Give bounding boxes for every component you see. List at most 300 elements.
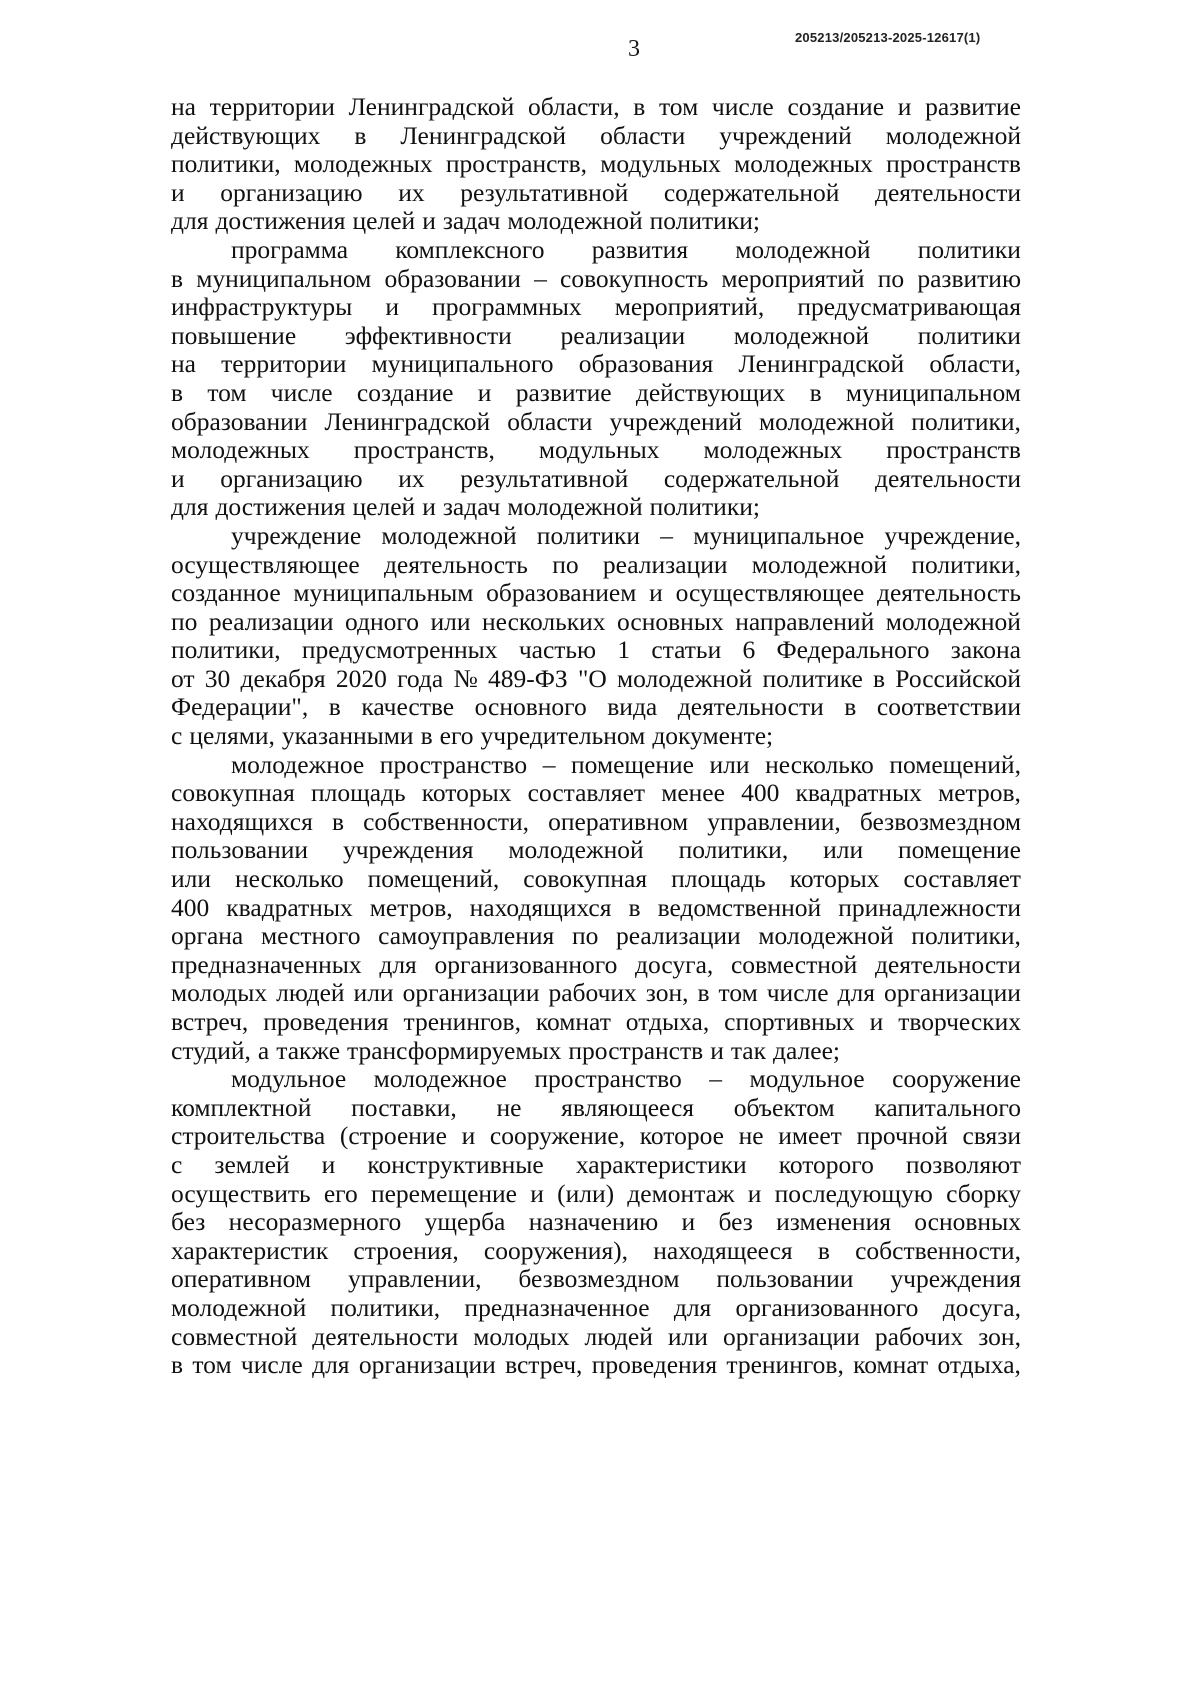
- word: с: [171, 721, 183, 751]
- word: сооружения),: [483, 1235, 629, 1265]
- word: на: [171, 349, 196, 379]
- word: предназначенное: [464, 1292, 650, 1322]
- word: деятельности: [312, 1321, 459, 1351]
- word: молодежной: [751, 549, 888, 579]
- word: политики,: [330, 1292, 441, 1322]
- word: результативной: [460, 463, 629, 493]
- word: площадь: [310, 778, 406, 808]
- word: политики,: [171, 635, 281, 665]
- word: собственности,: [855, 1235, 1021, 1265]
- text-line: [171, 1237, 1021, 1266]
- word: изменения: [776, 1207, 891, 1237]
- word: политики;: [649, 206, 760, 236]
- word: отдыха,: [625, 1007, 710, 1036]
- word: мероприятий,: [614, 292, 765, 322]
- text-line: [171, 722, 1021, 751]
- word: комнат: [535, 1007, 611, 1036]
- word: молодых: [171, 978, 268, 1008]
- word: поставки,: [351, 1092, 457, 1122]
- word: Российской: [895, 663, 1021, 693]
- word: организации: [883, 978, 1021, 1008]
- word: проведения: [263, 1007, 389, 1036]
- word: или: [667, 1321, 708, 1351]
- word: для: [171, 206, 209, 236]
- word: и: [422, 492, 436, 522]
- word: в: [873, 663, 886, 693]
- word: несколько: [765, 749, 874, 779]
- word: муниципальном: [845, 377, 1021, 407]
- word: рабочих: [874, 1321, 964, 1351]
- word: далее;: [773, 1035, 840, 1065]
- word: основных: [617, 606, 724, 636]
- word: в: [420, 721, 433, 751]
- word: ведомственной: [657, 892, 822, 922]
- word: молодежной: [507, 206, 643, 236]
- word: которых: [789, 864, 880, 894]
- word: молодежной: [735, 234, 871, 264]
- word: деятельность: [876, 578, 1021, 608]
- word: деятельности: [874, 949, 1021, 979]
- word: пространств: [886, 149, 1021, 179]
- word: области: [507, 406, 593, 436]
- word: характеристики: [575, 1149, 747, 1179]
- word: 1: [617, 635, 631, 665]
- word: программа: [231, 234, 349, 264]
- word: одного: [345, 606, 419, 636]
- word: года: [397, 663, 444, 693]
- word: области: [600, 120, 686, 150]
- word: "О: [577, 663, 607, 693]
- word: находящихся: [171, 806, 313, 836]
- word: на: [171, 92, 196, 121]
- text-line: [171, 408, 1021, 437]
- word: в: [328, 692, 341, 722]
- word: статьи: [651, 635, 722, 665]
- word: деятельности: [875, 463, 1021, 493]
- word: зон,: [645, 978, 689, 1008]
- word: строения,: [353, 1235, 459, 1265]
- word: молодежное: [231, 749, 365, 779]
- word: муниципальном: [196, 263, 372, 293]
- word: инфраструктуры: [171, 292, 353, 322]
- word: а: [257, 1035, 270, 1065]
- word: числе: [711, 92, 774, 121]
- word: организованного: [735, 1292, 919, 1322]
- word: не: [738, 1121, 764, 1151]
- word: помещение: [571, 749, 694, 779]
- word: предусмотренных: [301, 635, 498, 665]
- word: молодежной: [733, 320, 870, 350]
- word: или: [709, 749, 750, 779]
- word: вида: [607, 692, 658, 722]
- text-line: [171, 751, 1021, 780]
- word: Ленинградской: [348, 92, 515, 121]
- text-line: [171, 522, 1021, 551]
- word: студий,: [171, 1035, 251, 1065]
- word: 6: [742, 635, 756, 665]
- word: Ленинградской: [324, 406, 491, 436]
- word: трансформируемых: [347, 1035, 562, 1065]
- word: в: [354, 120, 367, 150]
- paragraph-uchrezhdenie: [171, 522, 1021, 751]
- word: том: [192, 1350, 232, 1380]
- text-line: [171, 894, 1021, 923]
- word: управлении,: [707, 806, 841, 836]
- text-line: [171, 93, 1021, 122]
- paragraph-programma: [171, 236, 1021, 522]
- word: политики: [917, 234, 1021, 264]
- word: совокупная: [171, 778, 295, 808]
- word: 489-ФЗ: [488, 663, 568, 693]
- word: документе;: [652, 721, 774, 751]
- word: осуществляющее: [675, 578, 865, 608]
- text-line: [171, 665, 1021, 694]
- word: в: [817, 1235, 830, 1265]
- word: от: [171, 663, 195, 693]
- text-line: [171, 265, 1021, 294]
- word: молодежных: [734, 149, 873, 179]
- word: и: [461, 1121, 476, 1151]
- word: 400: [171, 892, 210, 922]
- word: характеристик: [171, 1235, 329, 1265]
- word: организацию: [220, 177, 363, 207]
- word: в: [171, 377, 184, 407]
- word: Ленинградской: [400, 120, 567, 150]
- text-line: [171, 1265, 1021, 1294]
- word: его: [323, 1178, 358, 1208]
- word: учреждения: [342, 835, 474, 865]
- word: и: [869, 1007, 884, 1036]
- word: –: [542, 749, 556, 779]
- word: тренингов,: [726, 1350, 844, 1380]
- word: реализации: [208, 606, 334, 636]
- word: политики,: [678, 835, 789, 865]
- word: для: [312, 1350, 350, 1380]
- word: или: [430, 606, 471, 636]
- text-line: [171, 922, 1021, 951]
- word: реализации: [560, 320, 686, 350]
- word: осуществляющее: [171, 549, 360, 579]
- word: соответствии: [876, 692, 1021, 722]
- word: целей: [352, 492, 416, 522]
- paragraph-molodezhnoe-prostranstvo: [171, 751, 1021, 1066]
- word: реализации: [602, 549, 728, 579]
- text-line: [171, 493, 1021, 522]
- word: являющееся: [561, 1092, 695, 1122]
- text-line: [171, 979, 1021, 1008]
- word: в: [331, 806, 344, 836]
- document-id: 205213/205213-2025-12617(1): [795, 30, 981, 45]
- text-line: [171, 350, 1021, 379]
- word: несоразмерного: [228, 1207, 402, 1237]
- word: творческих: [898, 1007, 1021, 1036]
- word: органа: [171, 921, 244, 951]
- word: пространство: [379, 749, 528, 779]
- word: и: [530, 1178, 544, 1208]
- word: молодежное: [373, 1064, 507, 1094]
- word: молодежных: [293, 149, 433, 179]
- word: в: [171, 1350, 184, 1380]
- word: находящееся: [653, 1235, 793, 1265]
- word: организации: [358, 1350, 496, 1380]
- text-line: [171, 579, 1021, 608]
- word: в: [633, 92, 646, 121]
- word: числе: [270, 377, 333, 407]
- word: встреч,: [171, 1007, 249, 1036]
- word: молодежной: [381, 520, 517, 550]
- text-line: [171, 122, 1021, 151]
- word: квадратных: [226, 892, 353, 922]
- word: объектом: [733, 1092, 835, 1122]
- word: созданное: [171, 578, 281, 608]
- word: которого: [778, 1149, 874, 1179]
- word: и: [897, 92, 912, 121]
- word: совместной: [171, 1321, 298, 1351]
- word: тренингов,: [403, 1007, 521, 1036]
- word: и: [385, 292, 400, 322]
- text-line: [171, 436, 1021, 465]
- word: молодежной: [171, 1292, 307, 1322]
- word: том: [659, 92, 699, 121]
- text-line: [171, 1351, 1021, 1380]
- word: том: [718, 978, 758, 1008]
- word: молодежных: [703, 435, 843, 465]
- word: рабочих: [548, 978, 637, 1008]
- word: пользовании: [716, 1264, 854, 1294]
- word: молодых: [473, 1321, 570, 1351]
- word: совокупность: [560, 263, 709, 293]
- word: в: [171, 263, 184, 293]
- word: молодежной: [617, 663, 753, 693]
- word: так: [730, 1035, 767, 1065]
- text-line: [171, 1008, 1021, 1037]
- word: модульных: [600, 149, 721, 179]
- word: местного: [260, 921, 361, 951]
- word: реализации: [616, 921, 741, 951]
- text-line: [171, 1122, 1021, 1151]
- word: для: [673, 1292, 712, 1322]
- text-line: [171, 1294, 1021, 1323]
- word: осуществить: [171, 1178, 311, 1208]
- word: деятельность: [383, 549, 528, 579]
- word: их: [398, 463, 425, 493]
- word: позволяют: [905, 1149, 1021, 1179]
- word: которых: [421, 778, 512, 808]
- word: учреждений: [609, 406, 742, 436]
- word: развитие: [925, 92, 1021, 121]
- word: или: [171, 864, 212, 894]
- word: модульных: [538, 435, 660, 465]
- word: для: [379, 949, 417, 979]
- text-line: [171, 1208, 1021, 1237]
- word: и: [321, 1149, 336, 1179]
- word: совокупная: [523, 864, 648, 894]
- word: людей: [584, 1321, 653, 1351]
- word: капитального: [874, 1092, 1021, 1122]
- word: прочной: [856, 1121, 948, 1151]
- text-line: [171, 693, 1021, 722]
- word: 30: [204, 663, 231, 693]
- word: действующих: [171, 120, 321, 150]
- word: зон,: [978, 1321, 1021, 1351]
- word: организации: [402, 978, 540, 1008]
- word: пространств: [568, 1035, 704, 1065]
- word: в: [628, 892, 641, 922]
- word: указанными: [281, 721, 414, 751]
- word: также: [276, 1035, 341, 1065]
- word: числе: [240, 1350, 303, 1380]
- word: помещений,: [889, 749, 1021, 779]
- word: комплексного: [395, 234, 545, 264]
- word: молодежной: [758, 921, 894, 951]
- word: направлений: [735, 606, 875, 636]
- word: предусматривающая: [797, 292, 1021, 322]
- text-line: [171, 322, 1021, 351]
- word: частью: [518, 635, 597, 665]
- word: деятельности: [677, 692, 824, 722]
- word: модульное: [749, 1064, 865, 1094]
- text-line: [171, 951, 1021, 980]
- word: территории: [209, 92, 335, 121]
- word: задач: [442, 492, 501, 522]
- word: области,: [929, 349, 1021, 379]
- word: политики;: [649, 492, 760, 522]
- text-line: [171, 636, 1021, 665]
- word: результативной: [460, 177, 629, 207]
- word: или: [823, 835, 864, 865]
- word: помещений,: [367, 864, 500, 894]
- word: сооружение: [892, 1064, 1021, 1094]
- text-line: [171, 207, 1021, 236]
- word: Федерального: [776, 635, 930, 665]
- word: образования: [578, 349, 714, 379]
- word: –: [660, 520, 673, 550]
- word: предназначенных: [171, 949, 362, 979]
- word: мероприятий: [721, 263, 865, 293]
- word: помещение: [898, 835, 1021, 865]
- text-line: [171, 236, 1021, 265]
- word: и: [747, 1178, 762, 1208]
- word: политики,: [911, 549, 1021, 579]
- word: молодежных: [171, 435, 310, 465]
- word: собственности,: [363, 806, 529, 836]
- word: управлении,: [347, 1264, 482, 1294]
- word: менее: [661, 778, 725, 808]
- word: развития: [591, 234, 689, 264]
- word: учреждений: [719, 120, 852, 150]
- word: принадлежности: [838, 892, 1021, 922]
- document-body: [171, 93, 1021, 1380]
- word: программных: [432, 292, 582, 322]
- word: имеет: [778, 1121, 842, 1151]
- word: молодежной: [885, 120, 1021, 150]
- word: повышение: [171, 320, 297, 350]
- word: целями,: [189, 721, 275, 751]
- word: несколько: [235, 864, 344, 894]
- word: его: [439, 721, 474, 751]
- word: развитию: [917, 263, 1021, 293]
- word: №: [453, 663, 478, 693]
- word: назначению: [528, 1207, 659, 1237]
- word: или: [353, 978, 394, 1008]
- word: оперативном: [548, 806, 689, 836]
- page-number: 3: [628, 36, 640, 62]
- word: молодежной: [507, 492, 643, 522]
- word: конструктивные: [367, 1149, 544, 1179]
- word: создание: [787, 92, 885, 121]
- word: действующих: [635, 377, 786, 407]
- word: политики: [536, 520, 641, 550]
- word: составляет: [527, 778, 646, 808]
- word: учреждение,: [884, 520, 1021, 550]
- text-line: [171, 293, 1021, 322]
- word: образовании: [384, 263, 521, 293]
- word: самоуправления: [378, 921, 555, 951]
- word: безвозмездном: [518, 1264, 680, 1294]
- word: политики: [917, 320, 1021, 350]
- text-line: [171, 150, 1021, 179]
- word: пользовании: [171, 835, 309, 865]
- word: развитие: [515, 377, 612, 407]
- word: Ленинградской: [738, 349, 905, 379]
- word: содержательной: [663, 177, 840, 207]
- word: (или): [557, 1178, 615, 1208]
- word: 400: [741, 778, 780, 808]
- word: последующую: [774, 1178, 933, 1208]
- word: и: [477, 377, 492, 407]
- word: и: [649, 578, 663, 608]
- text-line: [171, 865, 1021, 894]
- word: комплектной: [171, 1092, 312, 1122]
- word: и: [681, 1207, 696, 1237]
- word: досуга,: [942, 1292, 1021, 1322]
- word: безвозмездном: [859, 806, 1021, 836]
- word: молодежной: [759, 406, 895, 436]
- word: политике: [762, 663, 863, 693]
- word: совместной: [730, 949, 858, 979]
- word: для: [837, 978, 875, 1008]
- text-line: [171, 179, 1021, 208]
- word: ущерба: [424, 1207, 506, 1237]
- text-line: [171, 1180, 1021, 1209]
- word: для: [171, 492, 209, 522]
- word: составляет: [903, 864, 1021, 894]
- word: политики,: [171, 149, 281, 179]
- word: не: [496, 1092, 522, 1122]
- word: оперативном: [171, 1264, 312, 1294]
- word: перемещение: [370, 1178, 518, 1208]
- word: –: [709, 1064, 722, 1094]
- word: закона: [950, 635, 1021, 665]
- word: образовании: [171, 406, 308, 436]
- word: и: [171, 177, 185, 207]
- word: пространств,: [445, 149, 588, 179]
- word: с: [171, 1149, 183, 1179]
- word: по: [877, 263, 905, 293]
- word: в: [697, 978, 710, 1008]
- word: площадь: [671, 864, 766, 894]
- word: молодежной: [508, 835, 644, 865]
- text-line: [171, 608, 1021, 637]
- text-line: [171, 465, 1021, 494]
- word: создание: [356, 377, 454, 407]
- word: числе: [766, 978, 829, 1008]
- word: встреч,: [505, 1350, 583, 1380]
- word: деятельности: [875, 177, 1021, 207]
- word: модульное: [231, 1064, 347, 1094]
- word: квадратных: [795, 778, 922, 808]
- word: пространств,: [353, 435, 495, 465]
